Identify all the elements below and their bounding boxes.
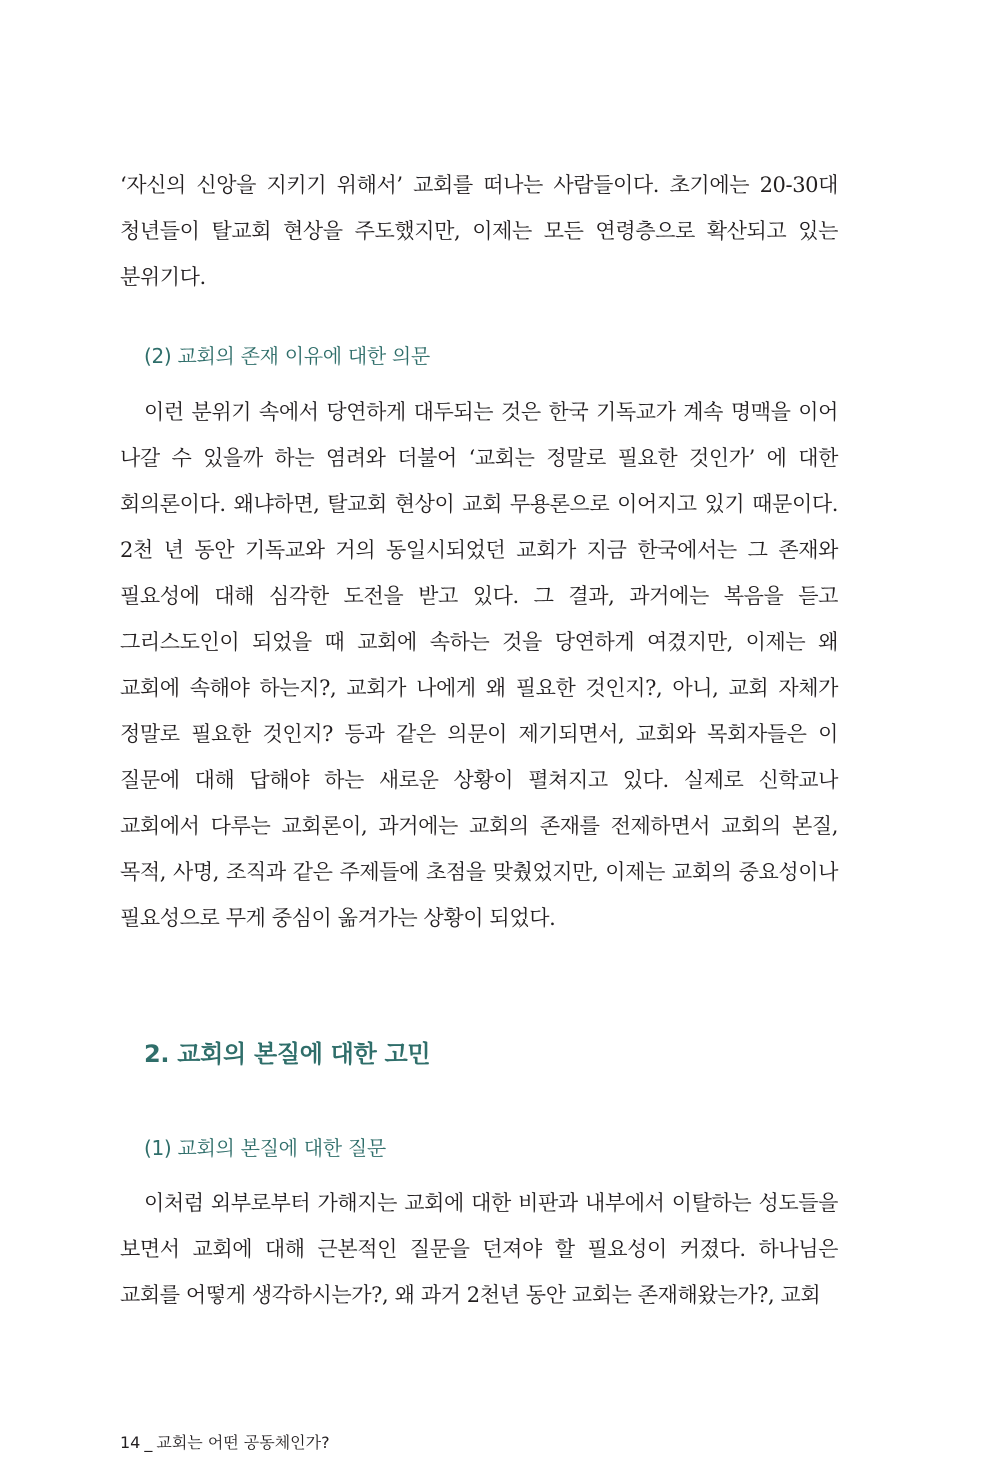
body-paragraph-intro: ‘자신의 신앙을 지키기 위해서’ 교회를 떠나는 사람들이다. 초기에는 20-30대 청년들이 탈교회 현상을 주도했지만, 이제는 모든 연령층으로 확산되고 있는 분위기다.: [120, 173, 838, 289]
subsection-title-essence-question: (1) 교회의 본질에 대한 질문: [144, 1136, 386, 1160]
section-heading: 2. 교회의 본질에 대한 고민: [144, 1040, 431, 1068]
body-paragraph-essence-question: 이처럼 외부로부터 가해지는 교회에 대한 비판과 내부에서 이탈하는 성도들을 보면서 교회에 대해 근본적인 질문을 던져야 할 필요성이 커졌다. 하나님은 교회를 어떻게 생각하시는가?, 왜 과거 2천년 동안 교회는 존재해왔는가?, 교회: [120, 1191, 838, 1307]
body-paragraph-existence-reason: 이런 분위기 속에서 당연하게 대두되는 것은 한국 기독교가 계속 명맥을 이어 나갈 수 있을까 하는 염려와 더불어 ‘교회는 정말로 필요한 것인가’ 에 대한 회의론이다. 왜냐하면, 탈교회 현상이 교회 무용론으로 이어지고 있기 때문이다. 2천 년 동안 기독교와 거의 동일시되었던 교회가 지금 한국에서는 그 존재와 필요성에 대해 심각한 도전을 받고 있다. 그 결과, 과거에는 복음을 듣고 그리스도인이 되었을 때 교회에 속하는 것을 당연하게 여겼지만, 이제는 왜 교회에 속해야 하는지?, 교회가 나에게 왜 필요한 것인지?, 아니, 교회 자체가 정말로 필요한 것인지? 등과 같은 의문이 제기되면서, 교회와 목회자들은 이 질문에 대해 답해야 하는 새로운 상황이 펼쳐지고 있다. 실제로 신학교나 교회에서 다루는 교회론이, 과거에는 교회의 존재를 전제하면서 교회의 본질, 목적, 사명, 조직과 같은 주제들에 초점을 맞췄었지만, 이제는 교회의 중요성이나 필요성으로 무게 중심이 옮겨가는 상황이 되었다.: [120, 400, 838, 930]
page-footer: [120, 1432, 330, 1454]
subsection-title-existence-reason: (2) 교회의 존재 이유에 대한 의문: [144, 344, 430, 368]
page-number: 14: [120, 1433, 141, 1452]
footer-separator: _: [144, 1433, 153, 1452]
book-title: 교회는 어떤 공동체인가?: [156, 1433, 330, 1452]
